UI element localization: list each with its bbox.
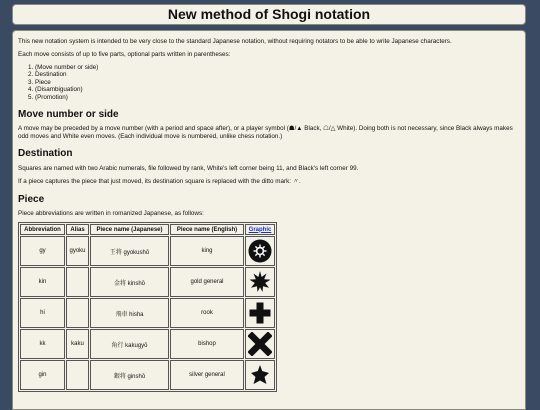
parts-list-item: 4. (Disambiguation) [35,86,519,93]
parts-list-item: 3. Piece [35,79,519,86]
header-graphic[interactable] [245,224,275,235]
cell-name-english: bishop [170,329,244,359]
cell-name-japanese: 王将 gyokushō [90,236,169,266]
parts-list-item: 1. (Move number or side) [35,64,519,71]
cell-alias: gyoku [66,236,89,266]
piece-table [18,222,277,392]
table-row [20,360,275,390]
parts-list-item: 2. Destination [35,71,519,78]
table-row [20,236,275,266]
bishop-icon [248,332,272,356]
header-name-japanese: Piece name (Japanese) [90,224,169,235]
page-title: New method of Shogi notation [167,6,371,22]
destination-paragraph: Squares are named with two Arabic numerals, file followed by rank, White's left corner being 11, and Black's left corner 99. [18,165,359,173]
cell-abbreviation: kin [20,267,65,297]
parts-list [18,64,519,101]
destination-heading: Destination [18,148,73,160]
table-header-row [20,224,275,235]
cell-graphic [245,329,275,359]
header-abbreviation: Abbreviation [20,224,65,235]
cell-abbreviation: gy [20,236,65,266]
cell-name-japanese: 銀将 ginshō [90,360,169,390]
header-name-english: Piece name (English) [170,224,244,235]
gold-general-icon [248,270,272,294]
cell-alias [66,267,89,297]
cell-abbreviation: gin [20,360,65,390]
cell-name-english: king [170,236,244,266]
piece-heading: Piece [18,194,45,206]
cell-name-japanese: 飛車 hisha [90,298,169,328]
cell-graphic [245,360,275,390]
move-number-paragraph: A move may be preceded by a move number (with a period and space after), or a player symbol (☗/▲ Black, ☖/△ White). Doing both is not necessary, since Black always makes odd moves and White even moves. (Each individual move is numbered, unlike chess notation.) [18,125,513,141]
rook-icon [248,301,272,325]
table-row [20,329,275,359]
cell-name-english: silver general [170,360,244,390]
cell-name-english: rook [170,298,244,328]
table-row [20,267,275,297]
parts-intro-paragraph: Each move consists of up to five parts, optional parts written in parentheses: [18,51,231,58]
cell-graphic [245,267,275,297]
cell-abbreviation: hi [20,298,65,328]
header-alias: Alias [66,224,89,235]
cell-alias [66,360,89,390]
cell-alias: kaku [66,329,89,359]
cell-name-english: gold general [170,267,244,297]
graphic-sort-link[interactable]: Graphic [248,226,272,233]
king-icon [248,239,272,263]
piece-paragraph: Piece abbreviations are written in romanized Japanese, as follows: [18,210,204,218]
cell-alias [66,298,89,328]
silver-general-icon [248,363,272,387]
cell-name-japanese: 角行 kakugyō [90,329,169,359]
cell-abbreviation: kk [20,329,65,359]
intro-paragraph: This new notation system is intended to be very close to the standard Japanese notation, without requiring notators to be able to write Japanese characters. [18,38,452,45]
title-bar [12,4,526,25]
cell-name-japanese: 金将 kinshō [90,267,169,297]
move-number-heading: Move number or side [18,109,119,121]
parts-list-item: 5. (Promotion) [35,94,519,101]
ditto-paragraph: If a piece captures the piece that just moved, its destination square is replaced with the ditto mark: 〃. [18,178,301,186]
table-row [20,298,275,328]
main-content [12,30,526,410]
cell-graphic [245,236,275,266]
cell-graphic [245,298,275,328]
